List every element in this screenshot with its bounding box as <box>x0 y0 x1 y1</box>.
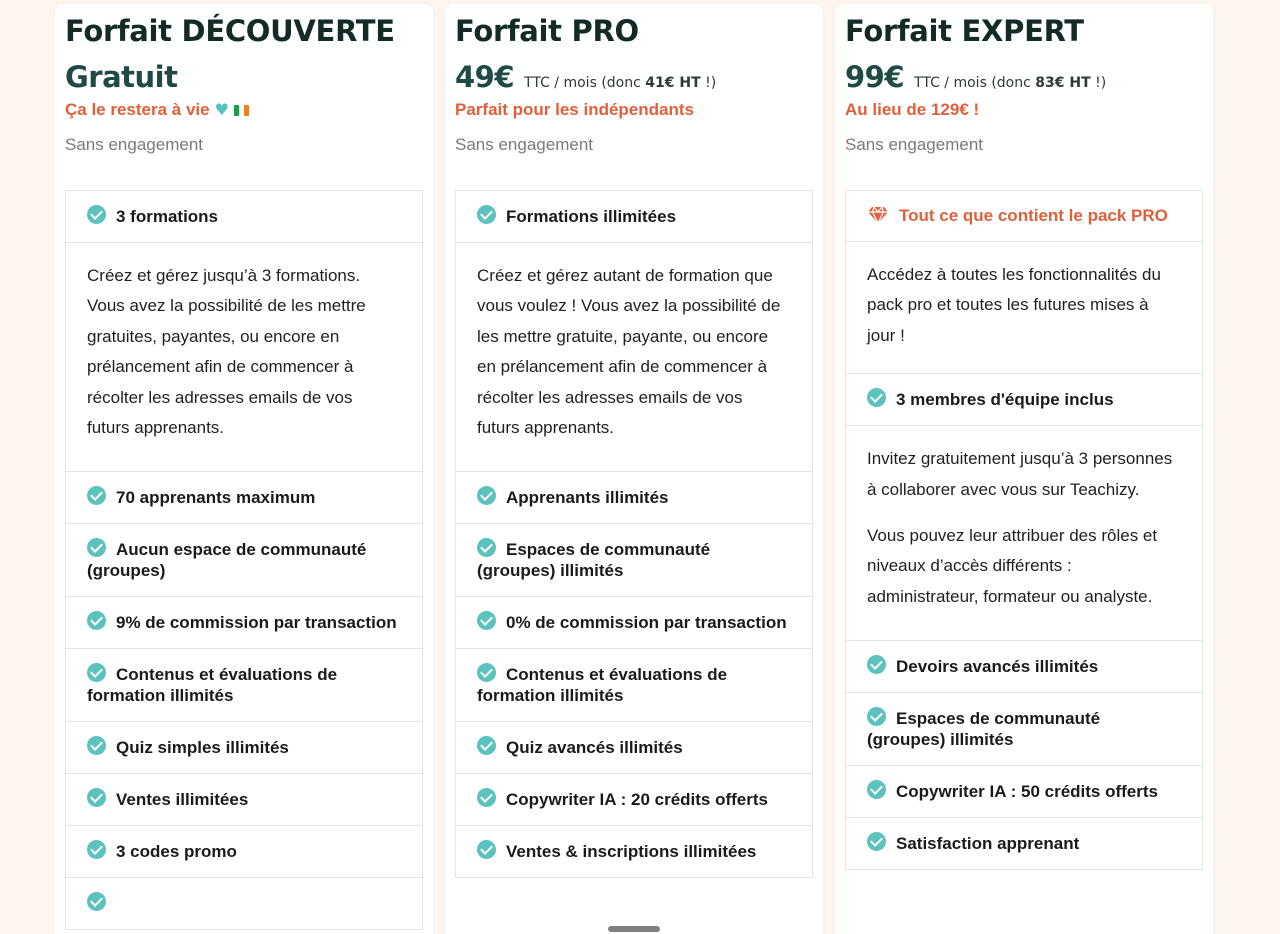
feature-item <box>456 649 812 722</box>
feature-item <box>456 191 812 243</box>
feature-description <box>846 426 1202 641</box>
feature-description <box>846 242 1202 374</box>
plan-card-decouverte <box>55 4 433 934</box>
feature-label: 70 apprenants maximum <box>116 488 316 508</box>
feature-item <box>66 774 422 826</box>
check-circle-icon <box>87 892 106 911</box>
check-circle-icon <box>87 611 106 630</box>
feature-list <box>65 190 423 930</box>
plan-title: Forfait PRO <box>455 14 639 48</box>
feature-label: Devoirs avancés illimités <box>896 657 1099 677</box>
feature-item <box>66 722 422 774</box>
price-row <box>845 60 1203 96</box>
feature-label: Formations illimitées <box>506 207 677 226</box>
check-circle-icon <box>867 780 886 799</box>
feature-item <box>456 472 812 524</box>
check-circle-icon <box>477 486 496 505</box>
check-circle-icon <box>867 832 886 851</box>
check-circle-icon <box>477 736 496 755</box>
feature-item <box>456 774 812 826</box>
price-note-prefix: TTC / mois (donc <box>914 75 1036 91</box>
feature-item <box>66 472 422 524</box>
plan-price: 49€ <box>455 60 515 94</box>
check-circle-icon <box>87 205 106 224</box>
feature-item <box>456 524 812 597</box>
check-circle-icon <box>867 655 886 674</box>
price-note <box>524 75 716 91</box>
feature-description-text: Accédez à toutes les fonctionnalités du pack pro et toutes les futures mises à jour ! <box>867 265 1161 345</box>
feature-description-text: Créez et gérez jusqu’à 3 formations. Vous avez la possibilité de les mettre gratuites, payantes, ou encore en prélancement afin de commencer à récolter les adresses emails de vos futurs apprenants. <box>87 266 366 438</box>
heart-icon: ♥ <box>214 100 229 119</box>
price-note-prefix: TTC / mois (donc <box>524 75 646 91</box>
check-circle-icon <box>477 788 496 807</box>
feature-list <box>455 190 813 878</box>
feature-item <box>456 722 812 774</box>
plan-commitment: Sans engagement <box>65 135 203 154</box>
feature-label: Contenus et évaluations de formation illimités <box>477 665 728 706</box>
plan-title: Forfait EXPERT <box>845 14 1084 48</box>
feature-description-text: Invitez gratuitement jusqu’à 3 personnes à collaborer avec vous sur Teachizy. <box>867 449 1173 499</box>
feature-label: 3 codes promo <box>116 842 237 862</box>
plan-commitment: Sans engagement <box>455 135 593 154</box>
feature-label: Espaces de communauté (groupes) illimités <box>477 540 711 581</box>
price-note-ht: 83€ HT <box>1035 75 1091 91</box>
check-circle-icon <box>477 205 496 224</box>
feature-item <box>846 374 1202 426</box>
price-note-suffix: !) <box>700 75 717 91</box>
feature-item <box>66 597 422 649</box>
feature-item <box>456 826 812 878</box>
plan-tagline <box>65 98 423 122</box>
plan-title: Forfait DÉCOUVERTE <box>65 14 395 48</box>
gem-icon <box>867 206 889 224</box>
check-circle-icon <box>477 611 496 630</box>
price-note-suffix: !) <box>1090 75 1107 91</box>
plan-tagline-text: Parfait pour les indépendants <box>455 100 694 119</box>
feature-item <box>66 826 422 878</box>
feature-label: Espaces de communauté (groupes) illimités <box>867 709 1101 750</box>
check-circle-icon <box>87 736 106 755</box>
feature-label: Ventes illimitées <box>116 790 249 810</box>
feature-item <box>846 818 1202 870</box>
check-circle-icon <box>477 538 496 557</box>
plan-tagline <box>845 98 1203 122</box>
flag-icon <box>234 105 249 116</box>
price-note <box>914 75 1106 91</box>
feature-item <box>66 524 422 597</box>
feature-label: 0% de commission par transaction <box>506 613 787 633</box>
price-note-ht: 41€ HT <box>645 75 701 91</box>
feature-item <box>846 766 1202 818</box>
check-circle-icon <box>87 486 106 505</box>
scroll-handle[interactable] <box>608 926 660 932</box>
feature-item <box>66 191 422 243</box>
plan-tagline <box>455 98 813 122</box>
feature-label: 9% de commission par transaction <box>116 613 397 633</box>
price-row <box>65 60 423 96</box>
feature-item <box>66 649 422 722</box>
feature-item <box>846 693 1202 766</box>
plan-price: Gratuit <box>65 60 178 94</box>
feature-description <box>456 243 812 472</box>
feature-label: Satisfaction apprenant <box>896 834 1080 854</box>
feature-label: Copywriter IA : 50 crédits offerts <box>896 782 1158 802</box>
plan-card-expert <box>835 4 1213 934</box>
plan-commitment: Sans engagement <box>845 135 983 154</box>
check-circle-icon <box>87 788 106 807</box>
feature-list <box>845 190 1203 870</box>
plan-card-pro <box>445 4 823 934</box>
feature-label: Quiz simples illimités <box>116 738 289 758</box>
feature-label: Contenus et évaluations de formation illimités <box>87 665 338 706</box>
feature-description-text-2: Vous pouvez leur attribuer des rôles et niveaux d’accès différents : administrateur, formateur ou analyste. <box>867 526 1158 606</box>
feature-label: Ventes & inscriptions illimitées <box>506 842 757 862</box>
check-circle-icon <box>867 388 886 407</box>
feature-description <box>66 243 422 472</box>
check-circle-icon <box>87 538 106 557</box>
feature-label: Aucun espace de communauté (groupes) <box>87 540 367 581</box>
plan-tagline-text: Au lieu de 129€ ! <box>845 100 980 119</box>
check-circle-icon <box>477 840 496 859</box>
check-circle-icon <box>867 707 886 726</box>
feature-item <box>846 641 1202 693</box>
feature-description-text: Créez et gérez autant de formation que vous voulez ! Vous avez la possibilité de les mettre gratuite, payante, ou encore en prélancement afin de commencer à récolter les adresses emails de vos futurs apprenants. <box>477 266 781 438</box>
feature-item <box>456 597 812 649</box>
feature-label: Apprenants illimités <box>506 488 669 508</box>
feature-label: Copywriter IA : 20 crédits offerts <box>506 790 768 810</box>
feature-label: Quiz avancés illimités <box>506 738 683 758</box>
feature-label: 3 membres d'équipe inclus <box>896 390 1114 410</box>
plan-tagline-text: Ça le restera à vie <box>65 100 210 119</box>
feature-item <box>66 878 422 930</box>
check-circle-icon <box>87 663 106 682</box>
check-circle-icon <box>87 840 106 859</box>
check-circle-icon <box>477 663 496 682</box>
plan-price: 99€ <box>845 60 905 94</box>
price-row <box>455 60 813 96</box>
feature-label: Tout ce que contient le pack PRO <box>899 206 1168 225</box>
feature-label: 3 formations <box>116 207 219 226</box>
feature-item-highlight <box>846 191 1202 242</box>
